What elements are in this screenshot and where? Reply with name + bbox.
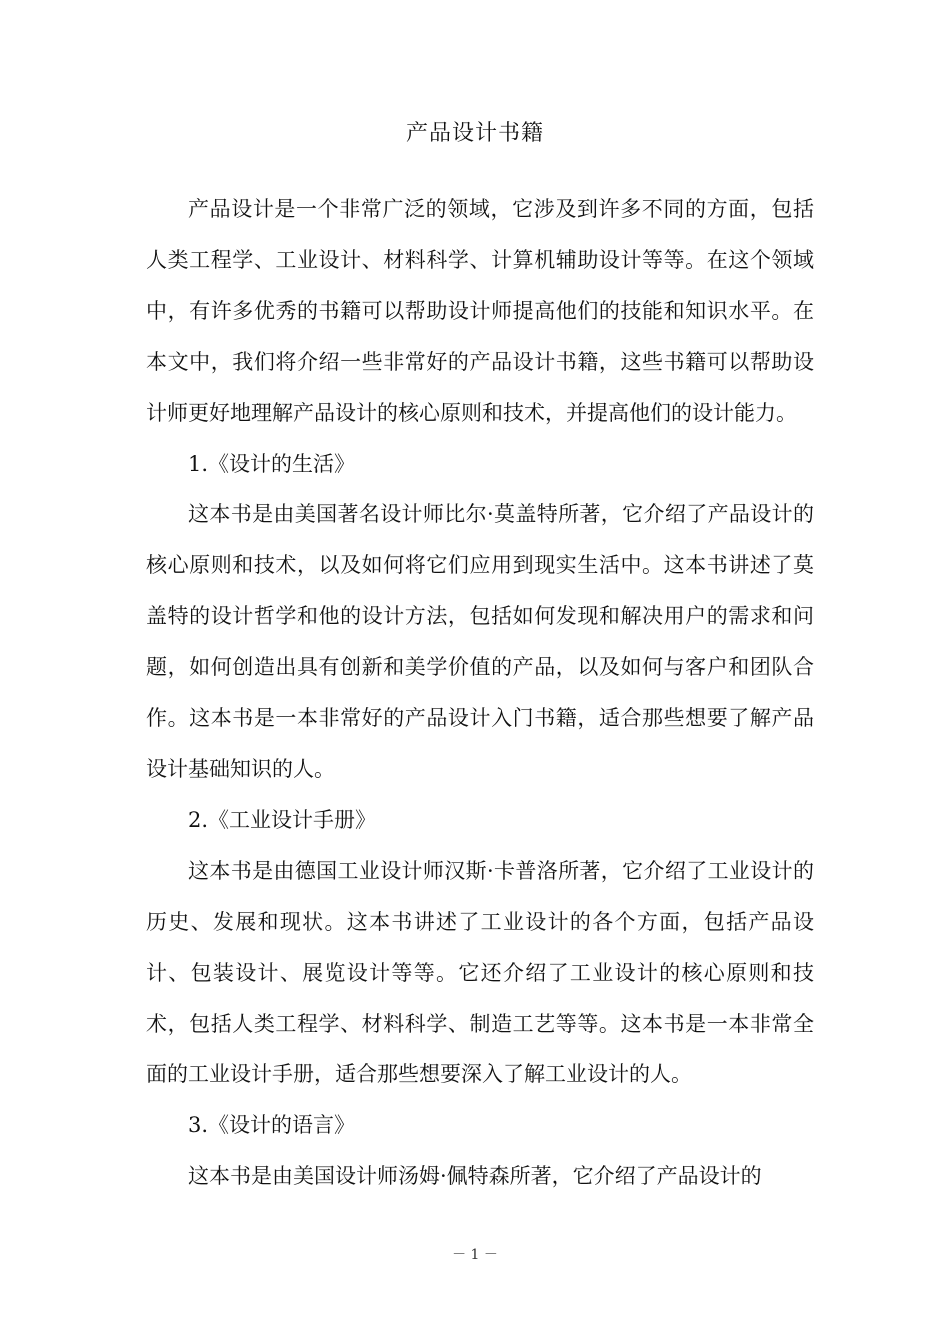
book-heading-3: 3.《设计的语言》 bbox=[188, 1113, 356, 1138]
document-title: 产品设计书籍 bbox=[405, 121, 544, 146]
book-heading-1: 1.《设计的生活》 bbox=[188, 451, 356, 476]
page-number: － 1 － bbox=[452, 1247, 498, 1263]
book-description-1: 这本书是由美国著名设计师比尔·莫盖特所著，它介绍了产品设计的核心原则和技术，以及如何将它们应用到现实生活中。这本书讲述了莫盖特的设计哲学和他的设计方法，包括如何发现和解决用户的需求和问题，如何创造出具有创新和美学价值的产品，以及如何与客户和团队合作。这本书是一本非常好的产品设计入门书籍，适合那些想要了解产品设计基础知识的人。 bbox=[146, 502, 814, 781]
intro-paragraph: 产品设计是一个非常广泛的领域，它涉及到许多不同的方面，包括人类工程学、工业设计、材料科学、计算机辅助设计等等。在这个领域中，有许多优秀的书籍可以帮助设计师提高他们的技能和知识水平。在本文中，我们将介绍一些非常好的产品设计书籍，这些书籍可以帮助设计师更好地理解产品设计的核心原则和技术，并提高他们的设计能力。 bbox=[146, 197, 814, 425]
book-heading-2: 2.《工业设计手册》 bbox=[188, 807, 377, 832]
book-description-3: 这本书是由美国设计师汤姆·佩特森所著，它介绍了产品设计的 bbox=[188, 1164, 762, 1189]
book-description-2: 这本书是由德国工业设计师汉斯·卡普洛所著，它介绍了工业设计的历史、发展和现状。这本书讲述了工业设计的各个方面，包括产品设计、包装设计、展览设计等等。它还介绍了工业设计的核心原则和技术，包括人类工程学、材料科学、制造工艺等等。这本书是一本非常全面的工业设计手册，适合那些想要深入了解工业设计的人。 bbox=[146, 858, 814, 1087]
document-body bbox=[146, 184, 814, 1202]
